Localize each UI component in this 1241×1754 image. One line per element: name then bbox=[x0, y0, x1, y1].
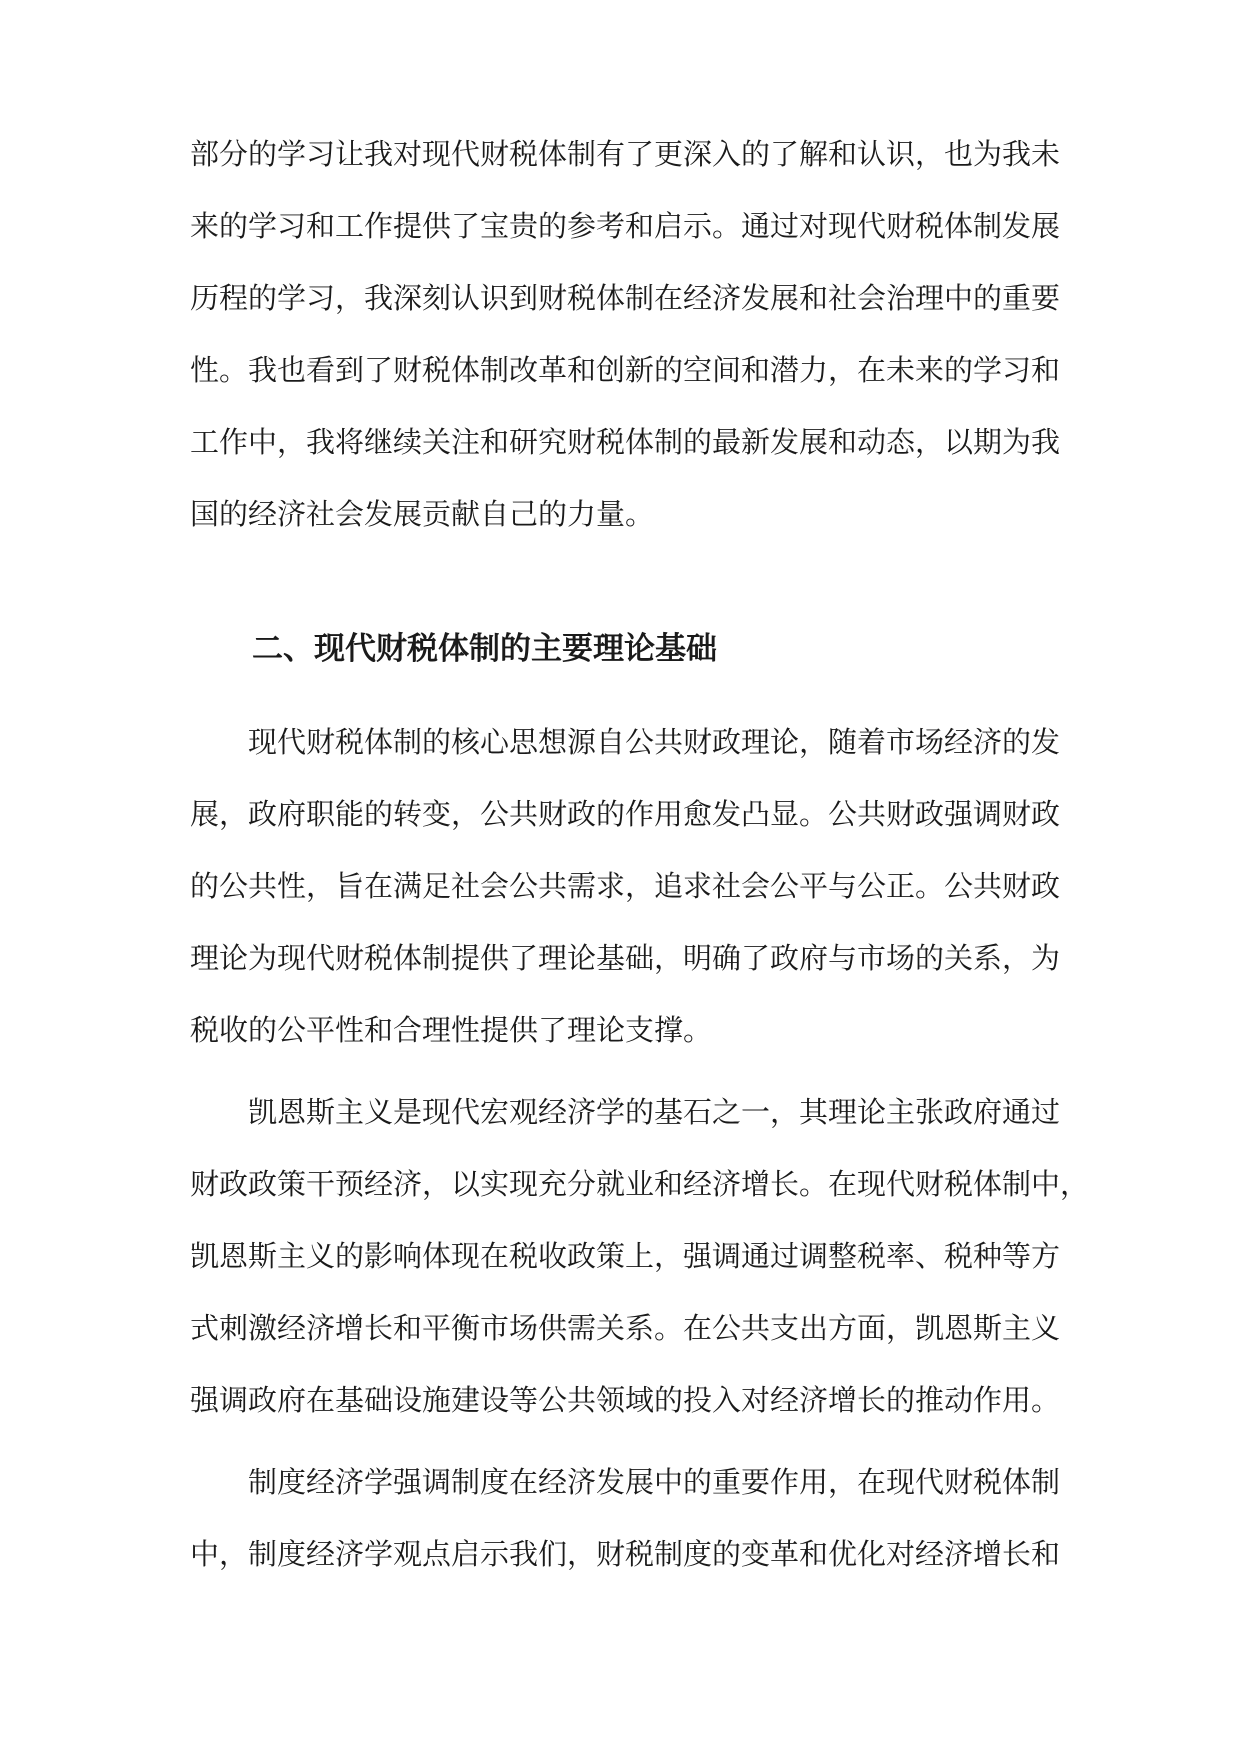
paragraph-2-line-2: 展，政府职能的转变，公共财政的作用愈发凸显。公共财政强调财政 bbox=[190, 797, 1061, 831]
section-heading: 二、现代财税体制的主要理论基础 bbox=[252, 631, 717, 667]
paragraph-3-line-3: 凯恩斯主义的影响体现在税收政策上，强调通过调整税率、税种等方 bbox=[190, 1239, 1061, 1273]
paragraph-2-line-1: 现代财税体制的核心思想源自公共财政理论，随着市场经济的发 bbox=[248, 725, 1061, 759]
paragraph-4-line-2: 中，制度经济学观点启示我们，财税制度的变革和优化对经济增长和 bbox=[190, 1537, 1061, 1571]
paragraph-2-line-4: 理论为现代财税体制提供了理论基础，明确了政府与市场的关系，为 bbox=[190, 941, 1061, 975]
paragraph-3-line-1: 凯恩斯主义是现代宏观经济学的基石之一，其理论主张政府通过 bbox=[248, 1095, 1061, 1129]
paragraph-1-line-1: 部分的学习让我对现代财税体制有了更深入的了解和认识，也为我未 bbox=[190, 137, 1061, 171]
paragraph-2-line-5: 税收的公平性和合理性提供了理论支撑。 bbox=[190, 1013, 713, 1047]
paragraph-3-line-2: 财政政策干预经济，以实现充分就业和经济增长。在现代财税体制中， bbox=[190, 1167, 1090, 1201]
paragraph-3-line-4: 式刺激经济增长和平衡市场供需关系。在公共支出方面，凯恩斯主义 bbox=[190, 1311, 1061, 1345]
paragraph-1-line-4: 性。我也看到了财税体制改革和创新的空间和潜力，在未来的学习和 bbox=[190, 353, 1061, 387]
paragraph-2-line-3: 的公共性，旨在满足社会公共需求，追求社会公平与公正。公共财政 bbox=[190, 869, 1061, 903]
paragraph-1-line-3: 历程的学习，我深刻认识到财税体制在经济发展和社会治理中的重要 bbox=[190, 281, 1061, 315]
paragraph-4-line-1: 制度经济学强调制度在经济发展中的重要作用，在现代财税体制 bbox=[248, 1465, 1061, 1499]
paragraph-1-line-6: 国的经济社会发展贡献自己的力量。 bbox=[190, 497, 655, 531]
paragraph-1-line-5: 工作中，我将继续关注和研究财税体制的最新发展和动态，以期为我 bbox=[190, 425, 1061, 459]
paragraph-1-line-2: 来的学习和工作提供了宝贵的参考和启示。通过对现代财税体制发展 bbox=[190, 209, 1061, 243]
paragraph-3-line-5: 强调政府在基础设施建设等公共领域的投入对经济增长的推动作用。 bbox=[190, 1383, 1061, 1417]
